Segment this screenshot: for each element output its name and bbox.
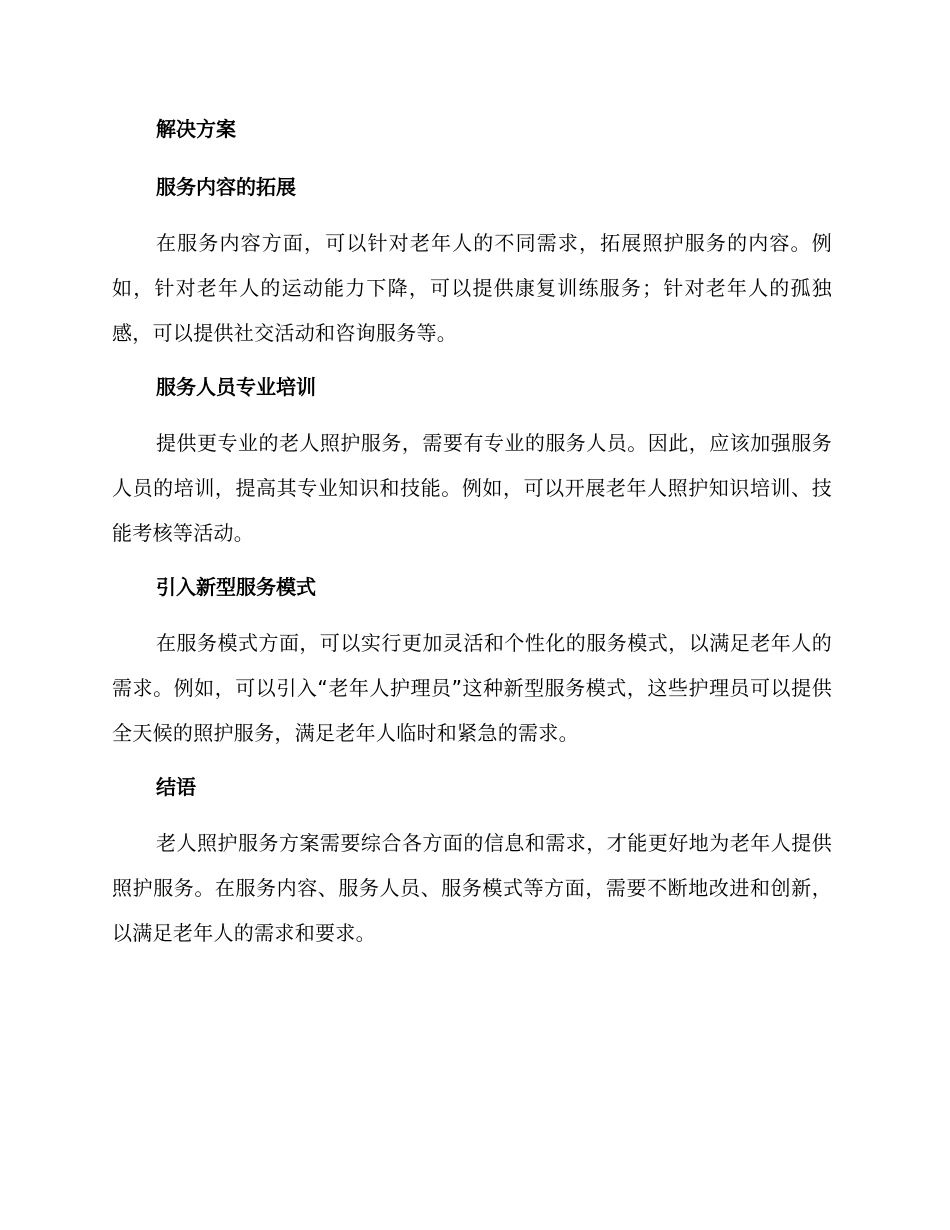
paragraph-new-service-model: 在服务模式方面，可以实行更加灵活和个性化的服务模式，以满足老年人的需求。例如，可以引入“老年人护理员”这种新型服务模式，这些护理员可以提供全天候的照护服务，满足老年人临时和紧急的需求。 [112, 631, 832, 745]
paragraph-staff-training: 提供更专业的老人照护服务，需要有专业的服务人员。因此，应该加强服务人员的培训，提高其专业知识和技能。例如，可以开展老年人照护知识培训、技能考核等活动。 [112, 431, 832, 545]
paragraph-service-content: 在服务内容方面，可以针对老年人的不同需求，拓展照护服务的内容。例如，针对老年人的运动能力下降，可以提供康复训练服务；针对老年人的孤独感，可以提供社交活动和咨询服务等。 [112, 231, 832, 345]
heading-solution: 解决方案 [156, 117, 236, 141]
heading-staff-training: 服务人员专业培训 [156, 375, 316, 399]
paragraph-conclusion: 老人照护服务方案需要综合各方面的信息和需求，才能更好地为老年人提供照护服务。在服务内容、服务人员、服务模式等方面，需要不断地改进和创新，以满足老年人的需求和要求。 [112, 831, 832, 945]
heading-conclusion: 结语 [156, 775, 196, 799]
heading-new-service-model: 引入新型服务模式 [156, 575, 316, 599]
heading-service-content: 服务内容的拓展 [156, 175, 296, 199]
document-page [112, 110, 832, 968]
